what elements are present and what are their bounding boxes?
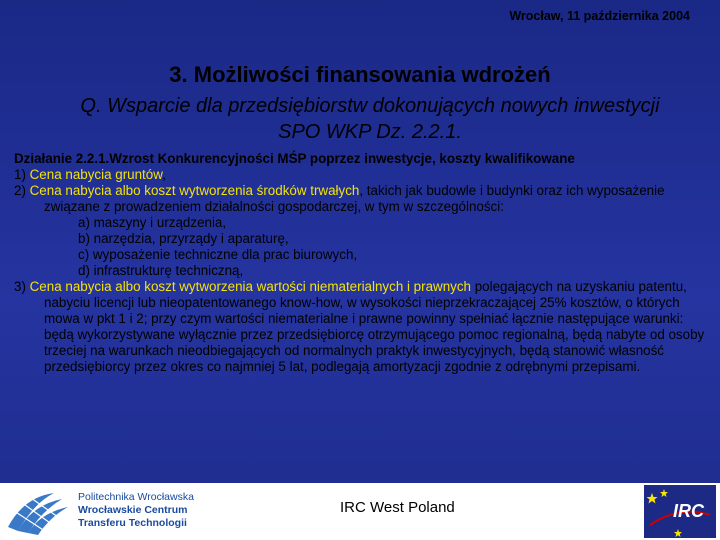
- item-2-highlight: Cena nabycia albo koszt wytworzenia środków trwałych: [29, 183, 360, 198]
- item-1-rest: ,: [162, 167, 166, 182]
- slide-title: 3. Możliwości finansowania wdrożeń: [169, 62, 551, 87]
- list-item-1: [14, 167, 708, 183]
- item-3-rest: polegających na uzyskaniu patentu, nabyciu licencji lub nieopatentowanego know-how, w wysokości nieprzekraczającej 25% kosztów, o których mowa w pkt 1 i 2; przy czym wartości niematerialne i prawne powinny spełniać łącznie następujące warunki: będą wykorzystywane wyłącznie przez przedsiębiorcę otrzymującego pomoc regionalną, będą nabyte od osoby trzeciej na warunkach nieodbiegających od normalnych praktyk inwestycyjnych, będą stanowić własność przedsiębiorcy przez okres co najmniej 5 lat, podlegają amortyzacji zgodnie z odrębnymi przepisami.: [44, 279, 705, 374]
- sub-item-a: a) maszyny i urządzenia,: [78, 215, 227, 230]
- slide-body: [14, 151, 708, 375]
- footer-bar: [0, 483, 720, 540]
- sub-item-b: b) narzędzia, przyrządy i aparaturę,: [78, 231, 289, 246]
- item-3-highlight: Cena nabycia albo koszt wytworzenia wartości niematerialnych i prawnych: [29, 279, 471, 294]
- logo-line-1: Politechnika Wrocławska: [78, 491, 194, 503]
- wctt-logo-text: [78, 491, 194, 530]
- slide-date: Wrocław, 11 października 2004: [509, 9, 690, 23]
- irc-logo-lettering: IRC: [673, 501, 704, 521]
- item-2-number: 2): [14, 183, 30, 198]
- sub-item-c: c) wyposażenie techniczne dla prac biurowych,: [78, 247, 358, 262]
- item-1-highlight: Cena nabycia gruntów: [29, 167, 163, 182]
- logo-line-3: Transferu Technologii: [78, 517, 187, 529]
- sub-item-d: d) infrastrukturę techniczną,: [78, 263, 244, 278]
- list-item-2: [14, 183, 708, 215]
- footer-title: IRC West Poland: [340, 499, 455, 516]
- list-item-3: [14, 279, 708, 375]
- item-1-number: 1): [14, 167, 30, 182]
- slide-subtitle: Q. Wsparcie dla przedsiębiorstw dokonujących nowych inwestycji SPO WKP Dz. 2.2.1.: [80, 95, 660, 143]
- item-2-rest: , takich jak budowle i budynki oraz ich wyposażenie związane z prowadzeniem działalności gospodarczej, w tym w szczególności:: [44, 183, 665, 214]
- wctt-logo-icon: [4, 487, 76, 537]
- body-heading: [14, 151, 708, 167]
- body-heading-text: Działanie 2.2.1.Wzrost Konkurencyjności MŚP poprzez inwestycje, koszty kwalifikowane: [14, 151, 575, 166]
- logo-line-2: Wrocławskie Centrum: [78, 504, 188, 516]
- item-3-number: 3): [14, 279, 30, 294]
